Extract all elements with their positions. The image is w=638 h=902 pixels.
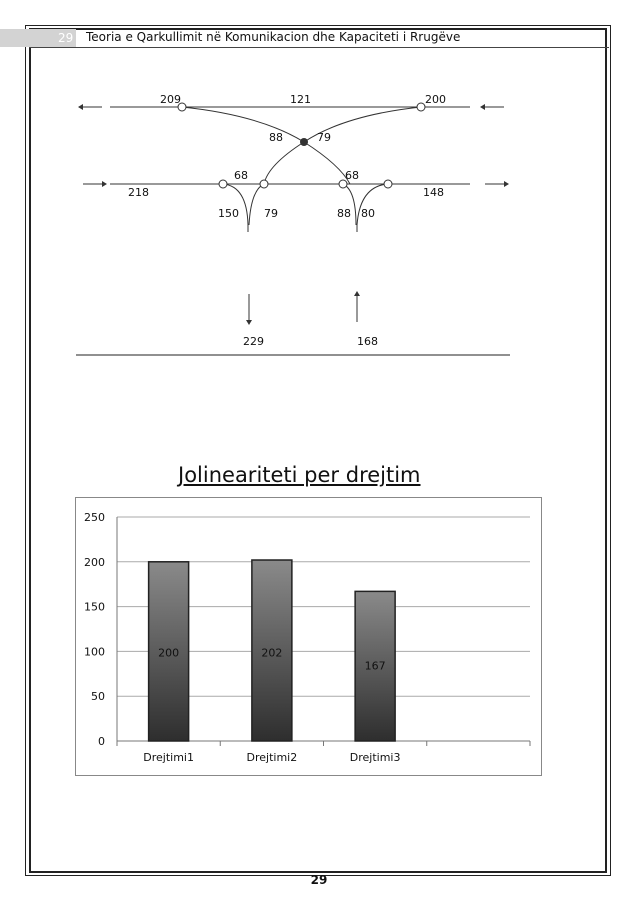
- y-tick-label: 50: [91, 690, 105, 704]
- x-category-label: Drejtimi1: [143, 751, 194, 764]
- label-inner-right: 79: [317, 131, 331, 144]
- label-top-left: 209: [160, 93, 181, 106]
- y-tick-label: 100: [84, 645, 105, 659]
- y-tick-label: 200: [84, 555, 105, 569]
- label-right-out: 148: [423, 186, 444, 199]
- label-inner-left: 88: [269, 131, 283, 144]
- x-category-label: Drejtimi2: [246, 751, 298, 764]
- label-down-left-b: 79: [264, 207, 278, 220]
- label-down-left-a: 150: [218, 207, 239, 220]
- bar-value-label: 202: [261, 646, 283, 660]
- label-left-in: 218: [128, 186, 149, 199]
- label-bottom-left: 229: [243, 335, 264, 348]
- bar-value-label: 167: [364, 659, 386, 673]
- y-tick-label: 150: [84, 600, 105, 614]
- header-title: Teoria e Qarkullimit në Komunikacion dhe Kapaciteti i Rrugëve: [86, 30, 461, 44]
- label-down-right-b: 80: [361, 207, 375, 220]
- y-tick-label: 0: [98, 735, 105, 748]
- footer-page-number: 29: [310, 873, 328, 887]
- label-top-mid: 121: [290, 93, 311, 106]
- bar-value-label: 200: [158, 646, 180, 660]
- label-bottom-right: 168: [357, 335, 378, 348]
- y-tick-label: 250: [84, 511, 105, 524]
- label-mid-left-top: 68: [234, 169, 248, 182]
- chart-title: Jolineariteti per drejtim: [178, 463, 421, 487]
- header-page-number: 29: [58, 31, 74, 45]
- label-top-right: 200: [425, 93, 446, 106]
- label-mid-right-top: 68: [345, 169, 359, 182]
- x-category-label: Drejtimi3: [349, 751, 401, 764]
- label-down-right-a: 88: [337, 207, 351, 220]
